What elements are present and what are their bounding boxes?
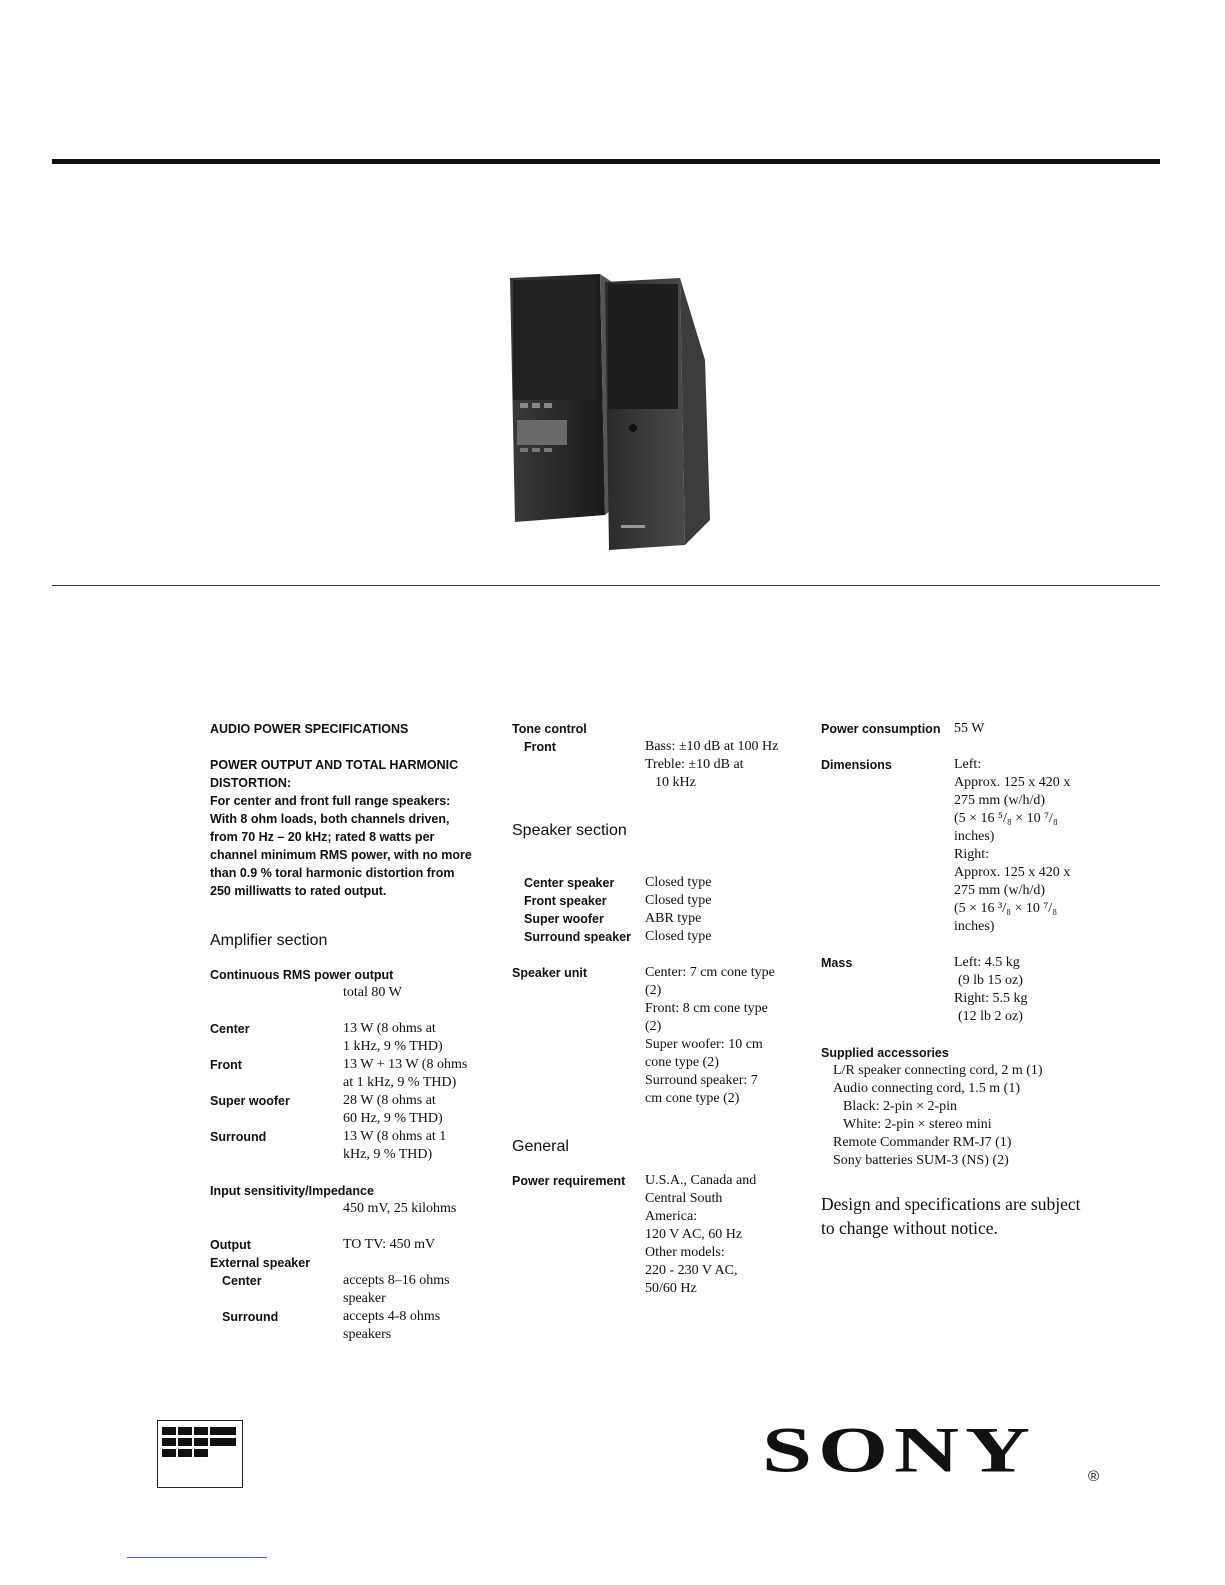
super-woofer-label: Super woofer [210,1094,290,1108]
general-section-title: General [512,1138,569,1155]
dimensions-line: Right: [954,847,990,862]
amplifier-section-title: Amplifier section [210,932,328,949]
top-rule [52,159,1160,164]
power-requirement-line: America: [645,1209,698,1224]
power-spec-text-line: 250 milliwatts to rated output. [210,884,387,898]
ext-center-label: Center [222,1274,262,1288]
power-requirement-line: 220 - 230 V AC, [645,1263,738,1278]
registered-mark: ® [1088,1468,1100,1485]
power-output-heading-line1: POWER OUTPUT AND TOTAL HARMONIC [210,758,459,772]
speaker-unit-line: cone type (2) [645,1055,719,1070]
ext-center-value-line: speaker [343,1291,386,1306]
sony-logo: SONY [762,1414,1037,1486]
mass-line: (12 lb 2 oz) [958,1009,1023,1024]
surround-speaker-label: Surround speaker [524,930,631,944]
accessory-item: White: 2-pin × stereo mini [843,1117,992,1132]
accessory-item: Sony batteries SUM-3 (NS) (2) [833,1153,1009,1168]
speaker-unit-line: cm cone type (2) [645,1091,740,1106]
dimensions-line: inches) [954,829,995,844]
super-woofer-value-line: 60 Hz, 9 % THD) [343,1111,443,1126]
power-requirement-line: 50/60 Hz [645,1281,697,1296]
power-requirement-line: U.S.A., Canada and [645,1173,757,1188]
speaker-unit-line: (2) [645,983,662,998]
dimensions-line: inches) [954,919,995,934]
spec-column-2 [512,720,802,1298]
power-requirement-line: Other models: [645,1245,725,1260]
mass-line: Left: 4.5 kg [954,955,1020,970]
notice-line: Design and specifications are subject [821,1194,1081,1214]
accessory-item: Audio connecting cord, 1.5 m (1) [833,1081,1021,1096]
front-value-line: 13 W + 13 W (8 ohms [343,1057,468,1072]
accessory-item: L/R speaker connecting cord, 2 m (1) [833,1063,1043,1078]
dimensions-line: Approx. 125 x 420 x [954,865,1071,880]
dimensions-label: Dimensions [821,758,892,772]
power-requirement-line: Central South [645,1191,723,1206]
continuous-power-value: total 80 W [343,985,402,1000]
audio-power-heading: AUDIO POWER SPECIFICATIONS [210,722,409,736]
section-rule [52,585,1160,586]
spec-column-1 [210,720,490,1344]
dimensions-line: 275 mm (w/h/d) [954,793,1045,808]
speaker-unit-line: Center: 7 cm cone type [645,965,775,980]
center-value-line: 1 kHz, 9 % THD) [343,1039,443,1054]
speaker-unit-line: Super woofer: 10 cm [645,1037,763,1052]
speaker-unit-line: Front: 8 cm cone type [645,1001,768,1016]
power-consumption-value: 55 W [954,721,985,736]
tone-front-value-line: Treble: ±10 dB at [645,757,744,772]
super-woofer-value-line: 28 W (8 ohms at [343,1093,436,1108]
center-speaker-value: Closed type [645,875,712,890]
power-spec-text-line: than 0.9 % toral harmonic distortion from [210,866,455,880]
ext-surround-value-line: speakers [343,1327,392,1342]
front-speaker-value: Closed type [645,893,712,908]
output-value: TO TV: 450 mV [343,1237,436,1252]
power-spec-text-line: from 70 Hz – 20 kHz; rated 8 watts per [210,830,435,844]
accessories-label: Supplied accessories [821,1046,949,1060]
power-requirement-label: Power requirement [512,1174,626,1188]
mass-label: Mass [821,956,853,970]
output-label: Output [210,1238,251,1252]
dimensions-line: Left: [954,757,982,772]
power-requirement-line: 120 V AC, 60 Hz [645,1227,743,1242]
input-sensitivity-value: 450 mV, 25 kilohms [343,1201,457,1216]
mass-line: Right: 5.5 kg [954,991,1028,1006]
center-value-line: 13 W (8 ohms at [343,1021,436,1036]
external-speaker-label: External speaker [210,1256,311,1270]
tone-front-label: Front [524,740,556,754]
tone-front-value-line: 10 kHz [655,775,696,790]
surround-value-line: kHz, 9 % THD) [343,1147,433,1162]
grid-icon [157,1420,243,1488]
power-spec-text-line: For center and front full range speakers: [210,794,451,808]
speaker-unit-label: Speaker unit [512,966,588,980]
tone-front-value-line: Bass: ±10 dB at 100 Hz [645,739,779,754]
dimensions-line: (5 × 16 ⁵/₈ × 10 ⁷/₈ [954,811,1058,826]
accessory-item: Black: 2-pin × 2-pin [843,1099,958,1114]
front-speaker-label: Front speaker [524,894,607,908]
link-underline [127,1557,267,1558]
speaker-unit-line: (2) [645,1019,662,1034]
surround-speaker-value: Closed type [645,929,712,944]
ext-center-value-line: accepts 8–16 ohms [343,1273,450,1288]
front-label: Front [210,1058,242,1072]
speaker-product-photo [505,270,725,555]
dimensions-line: Approx. 125 x 420 x [954,775,1071,790]
surround-label: Surround [210,1130,267,1144]
accessory-item: Remote Commander RM-J7 (1) [833,1135,1012,1150]
ext-surround-value-line: accepts 4-8 ohms [343,1309,441,1324]
dimensions-line: (5 × 16 ³/₈ × 10 ⁷/₈ [954,901,1058,916]
front-value-line: at 1 kHz, 9 % THD) [343,1075,457,1090]
power-spec-text-line: channel minimum RMS power, with no more [210,848,472,862]
power-output-heading-line2: DISTORTION: [210,776,292,790]
center-speaker-label: Center speaker [524,876,615,890]
speaker-section-title: Speaker section [512,822,627,839]
super-woofer-speaker-label: Super woofer [524,912,604,926]
speaker-unit-line: Surround speaker: 7 [645,1073,758,1088]
surround-value-line: 13 W (8 ohms at 1 [343,1129,447,1144]
dimensions-line: 275 mm (w/h/d) [954,883,1045,898]
center-label: Center [210,1022,250,1036]
mass-line: (9 lb 15 oz) [958,973,1023,988]
input-sensitivity-label: Input sensitivity/Impedance [210,1184,374,1198]
power-spec-text-line: With 8 ohm loads, both channels driven, [210,812,450,826]
tone-control-label: Tone control [512,722,587,736]
ext-surround-label: Surround [222,1310,279,1324]
spec-column-3 [821,720,1121,1240]
power-consumption-label: Power consumption [821,722,941,736]
continuous-power-label: Continuous RMS power output [210,968,394,982]
super-woofer-speaker-value: ABR type [645,911,702,926]
notice-line: to change without notice. [821,1218,998,1238]
